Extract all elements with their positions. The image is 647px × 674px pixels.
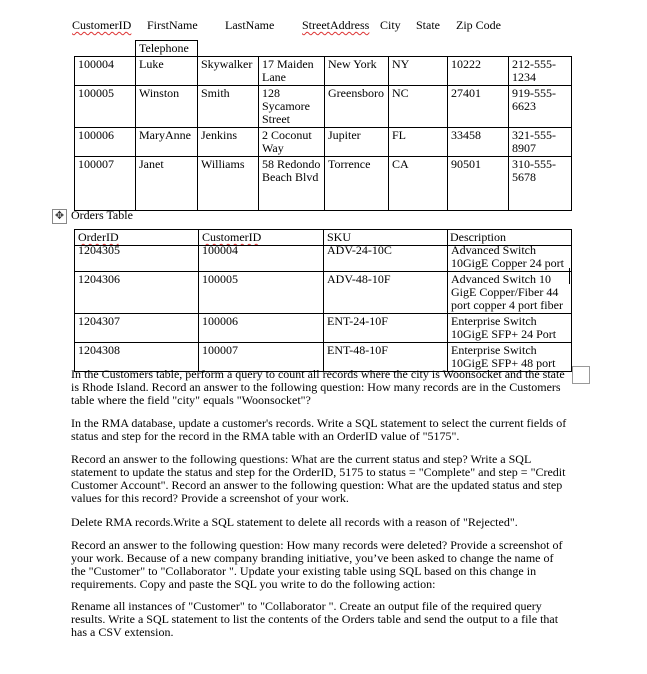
cell-street: 58 Redondo Beach Blvd — [259, 157, 325, 211]
cell-customer-id: 100006 — [75, 128, 136, 157]
paragraph-rma-update: Record an answer to the following questions: What are the current status and step? Write a SQL statement to update the status and step for the OrderID, 5175 to status = "Complete" and step = "Credit Customer Account". Record an answer to the following question: What are the updated status and step values for this record? Provide a screenshot of your work. — [71, 452, 566, 505]
header-zip-code: Zip Code — [456, 18, 501, 32]
paragraph-rma-delete: Delete RMA records.Write a SQL statement to delete all records with a reason of "Rejected". — [71, 515, 518, 529]
table-row — [75, 157, 572, 211]
cell-sku: ENT-24-10F — [324, 314, 448, 343]
cell-phone: 310-555-5678 — [509, 157, 572, 211]
cell-first-name: Janet — [136, 157, 198, 211]
cell-customer-id: 100007 — [75, 157, 136, 211]
table-row — [75, 243, 572, 272]
cell-customer-id: 100005 — [199, 272, 324, 314]
cell-city: Jupiter — [325, 128, 389, 157]
customers-table — [74, 40, 572, 211]
paragraph-woonsocket-query: In the Customers table, perform a query to count all records where the city is Woonsocket and the state is Rhode Island. Record an answer to the following question: How many records are in the Customers table where the field "city" equals "Woonsocket"? — [71, 367, 565, 407]
table-row — [75, 314, 572, 343]
orders-header-order-id-text: OrderID — [78, 230, 119, 244]
table-resize-box[interactable] — [572, 366, 590, 384]
cell-customer-id: 100006 — [199, 314, 324, 343]
move-handle-icon[interactable]: ✥ — [52, 209, 67, 224]
cell-phone: 212-555-1234 — [509, 57, 572, 86]
table-row — [75, 86, 572, 128]
cell-order-id: 1204307 — [75, 314, 199, 343]
orders-table-body — [74, 243, 572, 372]
cell-order-id: 1204308 — [75, 343, 199, 372]
header-city: City — [380, 18, 401, 32]
header-state: State — [416, 18, 440, 32]
cell-last-name: Jenkins — [198, 128, 259, 157]
cell-state: NY — [389, 57, 448, 86]
cell-state: CA — [389, 157, 448, 211]
cell-order-id: 1204305 — [75, 243, 199, 272]
cell-phone: 919-555-6623 — [509, 86, 572, 128]
cell-first-name: Luke — [136, 57, 198, 86]
cell-last-name: Williams — [198, 157, 259, 211]
cell-last-name: Skywalker — [198, 57, 259, 86]
cell-zip: 27401 — [448, 86, 509, 128]
cell-city: Torrence — [325, 157, 389, 211]
text-cursor — [569, 268, 570, 284]
header-street-address: StreetAddress — [302, 18, 370, 32]
cell-zip: 90501 — [448, 157, 509, 211]
cell-description: Advanced Switch 10 GigE Copper/Fiber 44 port copper 4 port fiber — [448, 272, 572, 314]
cell-sku: ADV-48-10F — [324, 272, 448, 314]
cell-description: Enterprise Switch 10GigE SFP+ 24 Port — [448, 314, 572, 343]
cell-sku: ENT-48-10F — [324, 343, 448, 372]
cell-street: 17 Maiden Lane — [259, 57, 325, 86]
paragraph-orders-csv: Rename all instances of "Customer" to "Collaborator ". Create an output file of the required query results. Write a SQL statement to list the contents of the Orders table and send the output to a file that has a CSV extension. — [71, 599, 559, 639]
cell-description: Enterprise Switch 10GigE SFP+ 48 port — [448, 343, 572, 372]
cell-city: Greensboro — [325, 86, 389, 128]
orders-header-customer-id-text: CustomerID — [202, 230, 262, 244]
table-row — [75, 128, 572, 157]
cell-customer-id: 100007 — [199, 343, 324, 372]
telephone-header: Telephone — [136, 41, 198, 57]
header-customer-id: CustomerID — [72, 18, 132, 32]
cell-zip: 10222 — [448, 57, 509, 86]
cell-first-name: MaryAnne — [136, 128, 198, 157]
cell-customer-id: 100005 — [75, 86, 136, 128]
cell-order-id: 1204306 — [75, 272, 199, 314]
cell-state: NC — [389, 86, 448, 128]
table-row — [75, 272, 572, 314]
orders-table-label: Orders Table — [71, 208, 133, 222]
cell-customer-id: 100004 — [75, 57, 136, 86]
customers-telephone-row — [75, 41, 572, 57]
orders-header-sku: SKU — [324, 230, 448, 246]
cell-street: 2 Coconut Way — [259, 128, 325, 157]
cell-city: New York — [325, 57, 389, 86]
cell-zip: 33458 — [448, 128, 509, 157]
header-first-name: FirstName — [147, 18, 198, 32]
cell-sku: ADV-24-10C — [324, 243, 448, 272]
cell-last-name: Smith — [198, 86, 259, 128]
cell-customer-id: 100004 — [199, 243, 324, 272]
cell-first-name: Winston — [136, 86, 198, 128]
cell-description: Advanced Switch 10GigE Copper 24 port — [448, 243, 572, 272]
cell-state: FL — [389, 128, 448, 157]
orders-header-description: Description — [448, 230, 572, 246]
cell-phone: 321-555-8907 — [509, 128, 572, 157]
cell-street: 128 Sycamore Street — [259, 86, 325, 128]
header-last-name: LastName — [225, 18, 275, 32]
table-row — [75, 57, 572, 86]
paragraph-rma-select: In the RMA database, update a customer's records. Write a SQL statement to select the current fields of status and step for the record in the RMA table with an OrderID value of "5175". — [71, 416, 567, 443]
paragraph-rename-customer: Record an answer to the following question: How many records were deleted? Provide a screenshot of your work. Because of a new company branding initiative, you’ve been asked to change the name of the "Customer" to "Collaborator ". Update your existing table using SQL based on this change in requirements. Copy and paste the SQL you write to do the following action: — [71, 538, 563, 591]
